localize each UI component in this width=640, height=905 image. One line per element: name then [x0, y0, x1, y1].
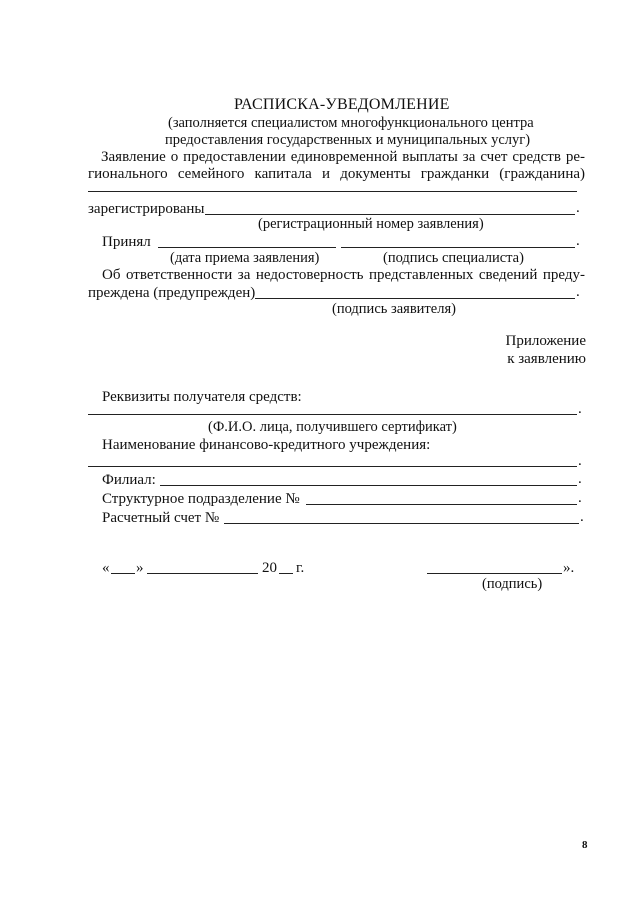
year-prefix: 20 [262, 560, 277, 576]
bank-name-line[interactable] [88, 466, 577, 467]
account-line[interactable] [224, 523, 579, 524]
branch-dot: . [578, 471, 582, 487]
appendix-line-1: Приложение [505, 333, 586, 349]
accepted-label: Принял [102, 234, 151, 250]
specialist-signature-line[interactable] [341, 247, 575, 248]
specialist-signature-caption: (подпись специалиста) [383, 250, 524, 266]
recipient-details-label: Реквизиты получателя средств: [102, 389, 302, 405]
date-open-quote: « [102, 560, 110, 576]
subdivision-line[interactable] [306, 504, 577, 505]
liability-line-1: Об ответственности за недостоверность представленных сведений преду- [102, 267, 585, 283]
month-line[interactable] [147, 573, 258, 574]
document-title: РАСПИСКА-УВЕДОМЛЕНИЕ [234, 96, 450, 113]
final-signature-close: ». [563, 560, 575, 576]
account-label: Расчетный счет № [102, 510, 220, 526]
fio-caption: (Ф.И.О. лица, получившего сертификат) [208, 419, 457, 435]
page-number: 8 [582, 839, 588, 851]
bank-name-label: Наименование финансово-кредитного учреждения: [102, 437, 431, 453]
day-line[interactable] [111, 573, 135, 574]
year-line[interactable] [279, 573, 293, 574]
statement-line-1: Заявление о предоставлении единовременной выплаты за счет средств ре- [101, 149, 585, 165]
applicant-signature-line[interactable] [255, 298, 575, 299]
account-dot: . [580, 509, 584, 525]
appendix-line-2: к заявлению [507, 351, 586, 367]
subtitle-line-2: предоставления государственных и муниципальных услуг) [165, 132, 531, 148]
subdivision-dot: . [578, 490, 582, 506]
date-close-quote: » [136, 560, 144, 576]
liability-line-2: преждена (предупрежден) [88, 285, 256, 301]
year-suffix: г. [296, 560, 305, 576]
branch-label: Филиал: [102, 472, 156, 488]
liability-dot: . [576, 284, 580, 300]
registered-dot: . [576, 200, 580, 216]
applicant-signature-caption: (подпись заявителя) [332, 301, 456, 317]
acceptance-date-caption: (дата приема заявления) [170, 250, 320, 266]
registration-number-caption: (регистрационный номер заявления) [258, 216, 484, 232]
accepted-dot: . [576, 233, 580, 249]
subtitle-line-1: (заполняется специалистом многофункционального центра [168, 115, 534, 131]
final-signature-line[interactable] [427, 573, 562, 574]
final-signature-caption: (подпись) [482, 576, 543, 592]
branch-line[interactable] [160, 485, 577, 486]
recipient-fio-dot: . [578, 401, 582, 417]
applicant-name-line[interactable] [88, 191, 577, 192]
statement-line-2: гионального семейного капитала и документы гражданки (гражданина) [88, 166, 585, 182]
acceptance-date-line[interactable] [158, 247, 336, 248]
recipient-fio-line[interactable] [88, 414, 577, 415]
bank-name-dot: . [578, 453, 582, 469]
subdivision-label: Структурное подразделение № [102, 491, 300, 507]
registered-label: зарегистрированы [88, 201, 205, 217]
